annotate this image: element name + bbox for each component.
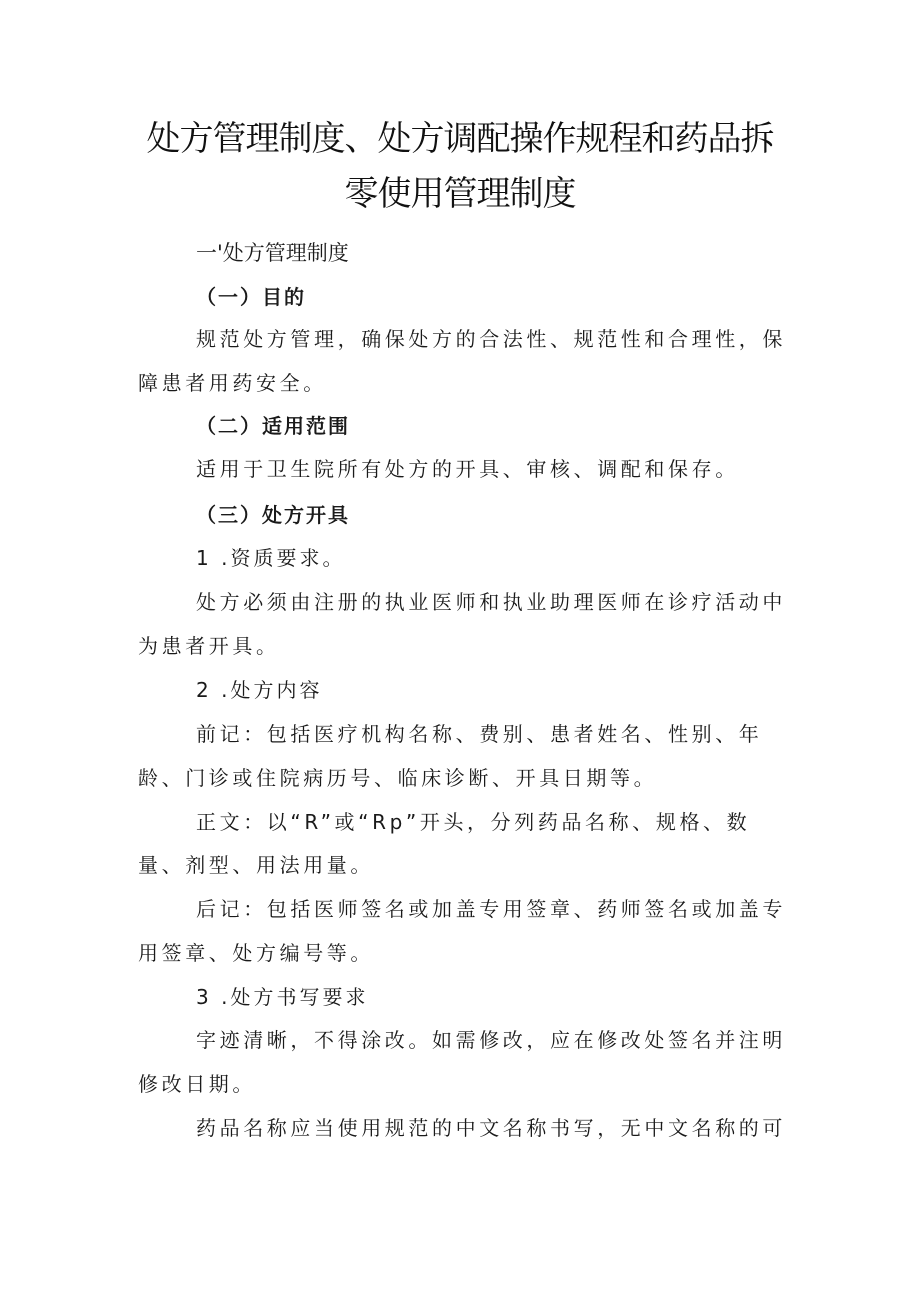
item-heading-content: 2 .处方内容 — [196, 678, 323, 702]
paragraph-line: 前记：包括医疗机构名称、费别、患者姓名、性别、年 — [196, 722, 763, 746]
subsection-heading-purpose: （一）目的 — [196, 285, 306, 309]
paragraph-line: 用签章、处方编号等。 — [138, 941, 374, 965]
paragraph-line: 修改日期。 — [138, 1072, 256, 1096]
paragraph-line: 障患者用药安全。 — [138, 371, 327, 395]
paragraph-line: 字迹清晰，不得涂改。如需修改，应在修改处签名并注明 — [196, 1028, 786, 1052]
subsection-heading-scope: （二）适用范围 — [196, 414, 350, 438]
paragraph-line: 量、剂型、用法用量。 — [138, 853, 374, 877]
paragraph-line: 规范处方管理，确保处方的合法性、规范性和合理性，保 — [196, 327, 786, 351]
item-heading-writing-requirements: 3 .处方书写要求 — [196, 985, 369, 1009]
paragraph-line: 适用于卫生院所有处方的开具、审核、调配和保存。 — [196, 457, 739, 481]
item-heading-qualification: 1 .资质要求。 — [196, 546, 346, 570]
paragraph-line: 后记：包括医师签名或加盖专用签章、药师签名或加盖专 — [196, 897, 786, 921]
paragraph-line: 为患者开具。 — [138, 634, 280, 658]
section-heading-prescription-management: 一'处方管理制度 — [196, 241, 349, 265]
document-title-line-1: 处方管理制度、处方调配操作规程和药品拆 — [146, 119, 774, 159]
paragraph-line: 药品名称应当使用规范的中文名称书写，无中文名称的可 — [196, 1116, 786, 1140]
paragraph-line: 正文：以“R”或“Rp”开头，分列药品名称、规格、数 — [196, 810, 751, 834]
document-title-line-2: 零使用管理制度 — [344, 174, 576, 214]
paragraph-line: 龄、门诊或住院病历号、临床诊断、开具日期等。 — [138, 766, 658, 790]
paragraph-line: 处方必须由注册的执业医师和执业助理医师在诊疗活动中 — [196, 590, 786, 614]
subsection-heading-prescribing: （三）处方开具 — [196, 503, 350, 527]
